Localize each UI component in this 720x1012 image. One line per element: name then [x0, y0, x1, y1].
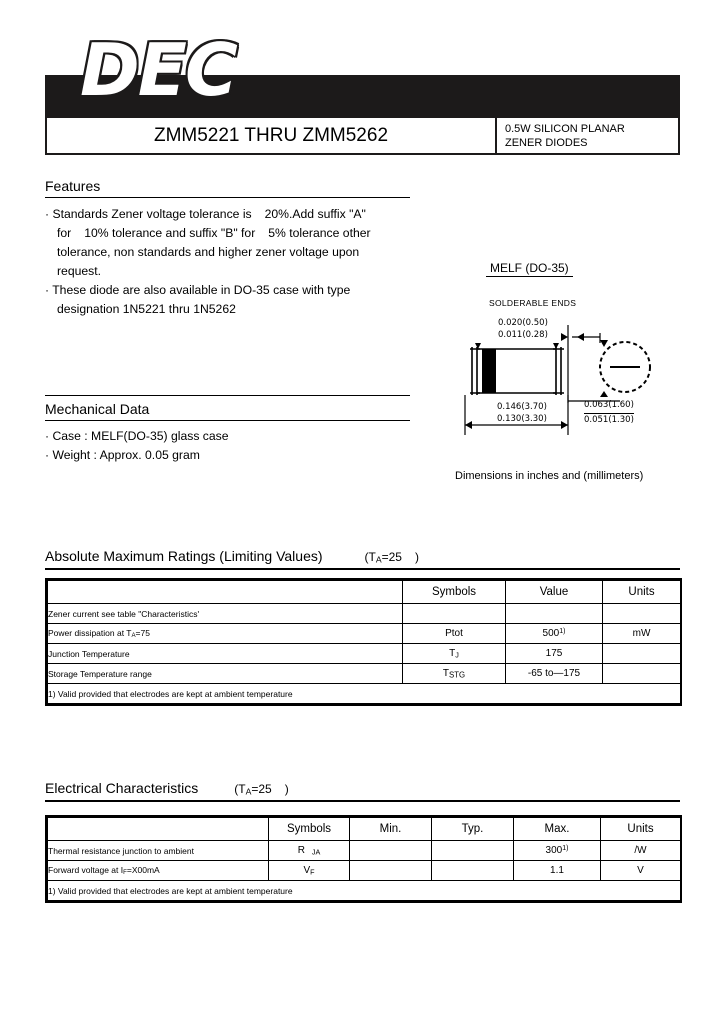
elec-row-0-symbol [269, 841, 350, 861]
feature-1-line-4: request. [57, 264, 102, 278]
elec-row-1-units: V [601, 861, 681, 881]
elec-row-0-max-text: 300 [545, 845, 563, 857]
table-row [48, 841, 681, 861]
part-range-title: ZMM5221 THRU ZMM5262 [47, 118, 497, 153]
abs-row-2-value: 175 [506, 644, 603, 664]
feature-2-line-2: designation 1N5221 thru 1N5262 [57, 302, 236, 316]
mechanical-item-2: · Weight : Approx. 0.05 gram [45, 448, 200, 462]
mechanical-item-1: · Case : MELF(DO-35) glass case [45, 429, 229, 443]
abs-max-footnote: 1) Valid provided that electrodes are kept at ambient temperature [48, 684, 681, 704]
abs-row-3-symbol-text: T [442, 667, 450, 679]
company-logo: DEC [80, 28, 236, 112]
table-row [48, 861, 681, 881]
elec-col-min: Min. [350, 818, 432, 841]
table-row [48, 604, 681, 624]
abs-row-3-units [603, 664, 681, 684]
abs-row-0-label: Zener current see table "Characteristics' [48, 604, 403, 624]
feature-bullet-1 [45, 205, 410, 281]
abs-max-table-frame [45, 578, 682, 706]
abs-row-3-symbol [403, 664, 506, 684]
elec-col-typ: Typ. [432, 818, 514, 841]
elec-row-0-symbol-sub: JA [311, 847, 321, 857]
table-row-footnote [48, 684, 681, 704]
elec-row-1-label-text: Forward voltage at I [48, 864, 124, 875]
elec-row-0-label: Thermal resistance junction to ambient [48, 841, 269, 861]
elec-row-1-label-tail: =X00mA [126, 864, 160, 875]
abs-row-0-symbol [403, 604, 506, 624]
features-heading: Features [45, 178, 101, 194]
abs-row-3-value: -65 to—175 [506, 664, 603, 684]
abs-row-1-label-sub: A [131, 632, 136, 640]
elec-row-0-max [514, 841, 601, 861]
table-row-footnote [48, 881, 681, 901]
abs-row-2-symbol-sub: J [455, 650, 459, 660]
abs-max-col-units: Units [603, 581, 681, 604]
dim-diameter-top: 0.063(1.60) [584, 400, 634, 410]
feature-1-line-2b: 10% tolerance and suffix "B" for [84, 226, 256, 240]
subtitle-line-2: ZENER DIODES [505, 136, 588, 149]
abs-row-0-units [603, 604, 681, 624]
feature-1-line-3: tolerance, non standards and higher zener voltage upon [57, 245, 360, 259]
elec-char-heading-row [45, 780, 680, 800]
elec-char-rule [45, 800, 680, 802]
feature-1-line-1a: · Standards Zener voltage tolerance is [45, 207, 252, 221]
elec-row-1-min [350, 861, 432, 881]
elec-row-1-label-sub: F [123, 869, 127, 877]
cond-prefix: (T [364, 550, 376, 564]
elec-col-blank [48, 818, 269, 841]
elec-col-max: Max. [514, 818, 601, 841]
subtitle-line-1: 0.5W SILICON PLANAR [505, 122, 625, 135]
abs-max-col-blank [48, 581, 403, 604]
abs-row-1-symbol: Ptot [403, 624, 506, 644]
abs-max-rule [45, 568, 680, 570]
dim-diameter-bottom: 0.051(1.30) [584, 415, 634, 425]
elec-char-section [45, 780, 680, 802]
dim-length-top: 0.146(3.70) [497, 402, 547, 412]
elec-char-table [47, 817, 681, 901]
package-title: MELF (DO-35) [486, 261, 573, 277]
elec-row-1-max: 1.1 [514, 861, 601, 881]
abs-row-1-label-tail: =75 [135, 627, 150, 638]
elec-cond-prefix: (T [234, 782, 246, 796]
abs-max-col-symbols: Symbols [403, 581, 506, 604]
table-row [48, 624, 681, 644]
abs-max-col-value: Value [506, 581, 603, 604]
abs-max-heading-row [45, 548, 680, 568]
abs-max-header-row [48, 581, 681, 604]
elec-row-0-max-note: 1) [562, 844, 569, 852]
title-box [45, 118, 680, 155]
elec-char-table-frame [45, 815, 682, 903]
elec-row-1-label [48, 861, 269, 881]
dim-end-width-bottom: 0.011(0.28) [498, 330, 548, 340]
elec-col-units: Units [601, 818, 681, 841]
elec-row-0-typ [432, 841, 514, 861]
cathode-band [482, 349, 496, 393]
table-row [48, 664, 681, 684]
abs-max-section [45, 548, 680, 570]
elec-col-symbols: Symbols [269, 818, 350, 841]
elec-row-0-units: /W [601, 841, 681, 861]
elec-row-1-typ [432, 861, 514, 881]
cond-sub: A [375, 554, 382, 565]
elec-cond-suffix: ) [284, 782, 289, 796]
abs-row-3-label: Storage Temperature range [48, 664, 403, 684]
abs-max-table [47, 580, 681, 704]
elec-row-1-symbol [269, 861, 350, 881]
feature-1-line-2c: 5% tolerance other [268, 226, 371, 240]
abs-row-2-symbol-text: T [449, 647, 456, 659]
elec-char-condition [234, 782, 288, 797]
abs-row-1-value [506, 624, 603, 644]
abs-row-1-label [48, 624, 403, 644]
dim-length-bottom: 0.130(3.30) [497, 414, 547, 424]
abs-row-1-value-text: 500 [542, 628, 560, 640]
feature-bullet-2 [45, 281, 410, 319]
abs-row-1-label-text: Power dissipation at T [48, 627, 132, 638]
abs-row-2-label: Junction Temperature [48, 644, 403, 664]
table-row [48, 644, 681, 664]
melf-package-drawing [460, 325, 700, 455]
elec-char-header-row [48, 818, 681, 841]
elec-row-1-symbol-sub: F [310, 867, 315, 877]
dim-end-width-top: 0.020(0.50) [498, 318, 548, 328]
features-section [45, 178, 410, 319]
mechanical-section [45, 395, 410, 465]
features-body [45, 198, 410, 319]
abs-max-heading: Absolute Maximum Ratings (Limiting Values) [45, 548, 323, 564]
cond-value: =25 [381, 550, 402, 564]
elec-row-0-symbol-text: R [297, 844, 305, 856]
abs-row-0-value [506, 604, 603, 624]
abs-row-1-units: mW [603, 624, 681, 644]
dimensions-caption: Dimensions in inches and (millimeters) [455, 470, 644, 482]
mechanical-heading: Mechanical Data [45, 401, 150, 417]
abs-row-2-units [603, 644, 681, 664]
solderable-ends-label: SOLDERABLE ENDS [489, 298, 577, 308]
abs-row-2-symbol [403, 644, 506, 664]
abs-row-3-symbol-sub: STG [449, 670, 466, 680]
feature-1-line-2a: for [57, 226, 72, 240]
elec-cond-value: =25 [251, 782, 272, 796]
feature-1-line-1b: 20%.Add suffix "A" [264, 207, 366, 221]
feature-2-line-1: · These diode are also available in DO-35 case with type [45, 283, 351, 297]
abs-max-condition [365, 550, 419, 565]
abs-row-1-value-note: 1) [559, 627, 566, 635]
mechanical-body [45, 421, 410, 465]
elec-char-footnote: 1) Valid provided that electrodes are kept at ambient temperature [48, 881, 681, 901]
cond-suffix: ) [414, 550, 419, 564]
elec-row-0-min [350, 841, 432, 861]
elec-cond-sub: A [245, 786, 252, 797]
elec-row-1-symbol-text: V [303, 864, 311, 876]
product-subtitle [497, 118, 678, 153]
elec-char-heading: Electrical Characteristics [45, 780, 199, 796]
